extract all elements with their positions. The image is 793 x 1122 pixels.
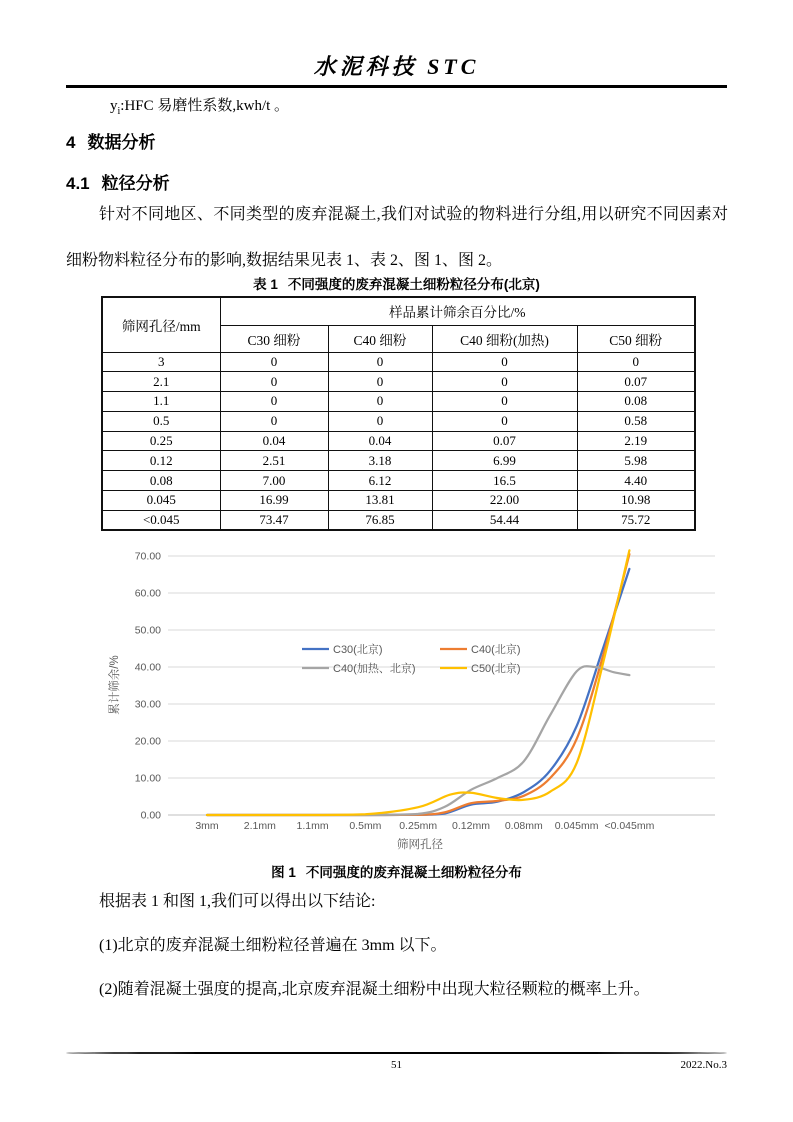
table-cell-value: 13.81 xyxy=(328,491,432,511)
table-header-sieve-size: 筛网孔径/mm xyxy=(102,297,220,352)
table-cell-sieve-size: 0.08 xyxy=(102,471,220,491)
y-tick-label: 50.00 xyxy=(134,624,161,637)
x-tick-label: 3mm xyxy=(195,820,219,832)
table-row xyxy=(102,510,695,530)
conclusions-block xyxy=(66,880,728,1012)
table-cell-value: 2.51 xyxy=(220,451,328,471)
footer-rule xyxy=(66,1052,727,1054)
table-row xyxy=(102,431,695,451)
table-cell-value: 0 xyxy=(328,392,432,412)
series-line-3 xyxy=(207,550,629,815)
legend-label: C50(北京) xyxy=(471,663,521,675)
table-cell-value: 16.99 xyxy=(220,491,328,511)
table-cell-value: 76.85 xyxy=(328,510,432,530)
table-cell-sieve-size: 0.25 xyxy=(102,431,220,451)
table-cell-sieve-size: 1.1 xyxy=(102,392,220,412)
table-cell-value: 0 xyxy=(432,352,577,372)
legend-label: C40(北京) xyxy=(471,644,521,656)
table-row xyxy=(102,471,695,491)
conclusion-item-2: (2)随着混凝土强度的提高,北京废弃混凝土细粉中出现大粒径颗粒的概率上升。 xyxy=(99,981,650,998)
header-rule xyxy=(66,85,727,88)
section-heading-4 xyxy=(66,128,155,153)
y-axis-title: 累计筛余/% xyxy=(109,655,121,715)
table-cell-sieve-size: 3 xyxy=(102,352,220,372)
conclusion-item-1: (1)北京的废弃混凝土细粉粒径普遍在 3mm 以下。 xyxy=(99,937,447,954)
table-header-column: C40 细粉 xyxy=(328,325,432,352)
table-caption xyxy=(0,273,793,293)
table-row xyxy=(102,491,695,511)
table-header-group: 样品累计筛余百分比/% xyxy=(220,297,695,325)
x-tick-label: 1.1mm xyxy=(296,820,329,832)
legend-label: C30(北京) xyxy=(333,644,383,656)
issue-number: 2022.No.3 xyxy=(680,1059,727,1071)
page-number: 51 xyxy=(391,1059,402,1071)
table-cell-value: 0 xyxy=(220,411,328,431)
table-cell-value: 0 xyxy=(577,352,695,372)
sieve-residue-table xyxy=(101,296,696,531)
variable-symbol: y xyxy=(110,98,118,114)
table-cell-value: 0 xyxy=(432,392,577,412)
table-cell-value: 0 xyxy=(328,372,432,392)
x-tick-label: <0.045mm xyxy=(604,820,655,832)
table-cell-value: 0 xyxy=(220,392,328,412)
table-row xyxy=(102,411,695,431)
table-cell-value: 0.04 xyxy=(220,431,328,451)
table-caption-label: 表 1 xyxy=(253,277,278,292)
table-cell-sieve-size: 0.5 xyxy=(102,411,220,431)
x-tick-label: 0.12mm xyxy=(452,820,490,832)
section-number: 4 xyxy=(66,133,76,152)
y-tick-label: 0.00 xyxy=(140,809,161,822)
journal-title: 水泥科技 STC xyxy=(313,54,480,79)
table-cell-value: 4.40 xyxy=(577,471,695,491)
table-cell-sieve-size: 0.045 xyxy=(102,491,220,511)
table-row xyxy=(102,392,695,412)
table-cell-value: 75.72 xyxy=(577,510,695,530)
table-cell-value: 0.04 xyxy=(328,431,432,451)
table-caption-text: 不同强度的废弃混凝土细粉粒径分布(北京) xyxy=(287,277,540,292)
table-cell-value: 3.18 xyxy=(328,451,432,471)
figure-line-chart xyxy=(105,545,720,865)
table-cell-sieve-size: 2.1 xyxy=(102,372,220,392)
table-cell-value: 22.00 xyxy=(432,491,577,511)
figure-caption-label: 图 1 xyxy=(271,865,296,880)
table-row xyxy=(102,451,695,471)
table-header-column: C40 细粉(加热) xyxy=(432,325,577,352)
x-tick-label: 2.1mm xyxy=(243,820,276,832)
table-header-column: C50 细粉 xyxy=(577,325,695,352)
figure-caption-text: 不同强度的废弃混凝土细粉粒径分布 xyxy=(305,865,522,880)
table-cell-value: 0.08 xyxy=(577,392,695,412)
table-cell-value: 10.98 xyxy=(577,491,695,511)
table-cell-sieve-size: 0.12 xyxy=(102,451,220,471)
intro-paragraph: 针对不同地区、不同类型的废弃混凝土,我们对试验的物料进行分组,用以研究不同因素对细粉物料粒径分布的影响,数据结果见表 1、表 2、图 1、图 2。 xyxy=(66,206,728,269)
table-cell-value: 0 xyxy=(328,411,432,431)
table-cell-value: 0 xyxy=(220,352,328,372)
table-cell-value: 6.99 xyxy=(432,451,577,471)
x-tick-label: 0.045mm xyxy=(554,820,599,832)
y-tick-label: 70.00 xyxy=(134,550,161,563)
table-cell-value: 0 xyxy=(432,372,577,392)
section-heading-4-1 xyxy=(66,169,170,194)
variable-description: :HFC 易磨性系数,kwh/t 。 xyxy=(120,98,290,114)
table-cell-value: 7.00 xyxy=(220,471,328,491)
table-cell-value: 5.98 xyxy=(577,451,695,471)
figure-caption xyxy=(0,861,793,881)
chart-canvas xyxy=(105,545,720,865)
table-cell-value: 6.12 xyxy=(328,471,432,491)
table-cell-value: 0.58 xyxy=(577,411,695,431)
section-number: 4.1 xyxy=(66,174,90,193)
y-tick-label: 40.00 xyxy=(134,661,161,674)
variable-subscript: i xyxy=(117,106,121,117)
section-title: 数据分析 xyxy=(87,133,156,152)
y-tick-label: 10.00 xyxy=(134,772,161,785)
y-tick-label: 20.00 xyxy=(134,735,161,748)
y-tick-label: 30.00 xyxy=(134,698,161,711)
table-cell-value: 0.07 xyxy=(432,431,577,451)
table-cell-value: 0 xyxy=(432,411,577,431)
legend-label: C40(加热、北京) xyxy=(333,663,416,675)
table-cell-value: 0 xyxy=(328,352,432,372)
table-cell-sieve-size: <0.045 xyxy=(102,510,220,530)
x-tick-label: 0.5mm xyxy=(349,820,382,832)
table-row xyxy=(102,352,695,372)
x-tick-label: 0.08mm xyxy=(504,820,543,832)
table-header-column: C30 细粉 xyxy=(220,325,328,352)
y-tick-label: 60.00 xyxy=(134,587,161,600)
variable-definition xyxy=(110,94,289,117)
x-tick-label: 0.25mm xyxy=(399,820,438,832)
table-cell-value: 2.19 xyxy=(577,431,695,451)
x-axis-title: 筛网孔径 xyxy=(397,839,443,851)
table-cell-value: 16.5 xyxy=(432,471,577,491)
table-cell-value: 54.44 xyxy=(432,510,577,530)
table-cell-value: 0.07 xyxy=(577,372,695,392)
table-cell-value: 73.47 xyxy=(220,510,328,530)
conclusions-intro: 根据表 1 和图 1,我们可以得出以下结论: xyxy=(99,893,376,910)
table-row xyxy=(102,372,695,392)
table-cell-value: 0 xyxy=(220,372,328,392)
section-title: 粒径分析 xyxy=(101,174,170,193)
